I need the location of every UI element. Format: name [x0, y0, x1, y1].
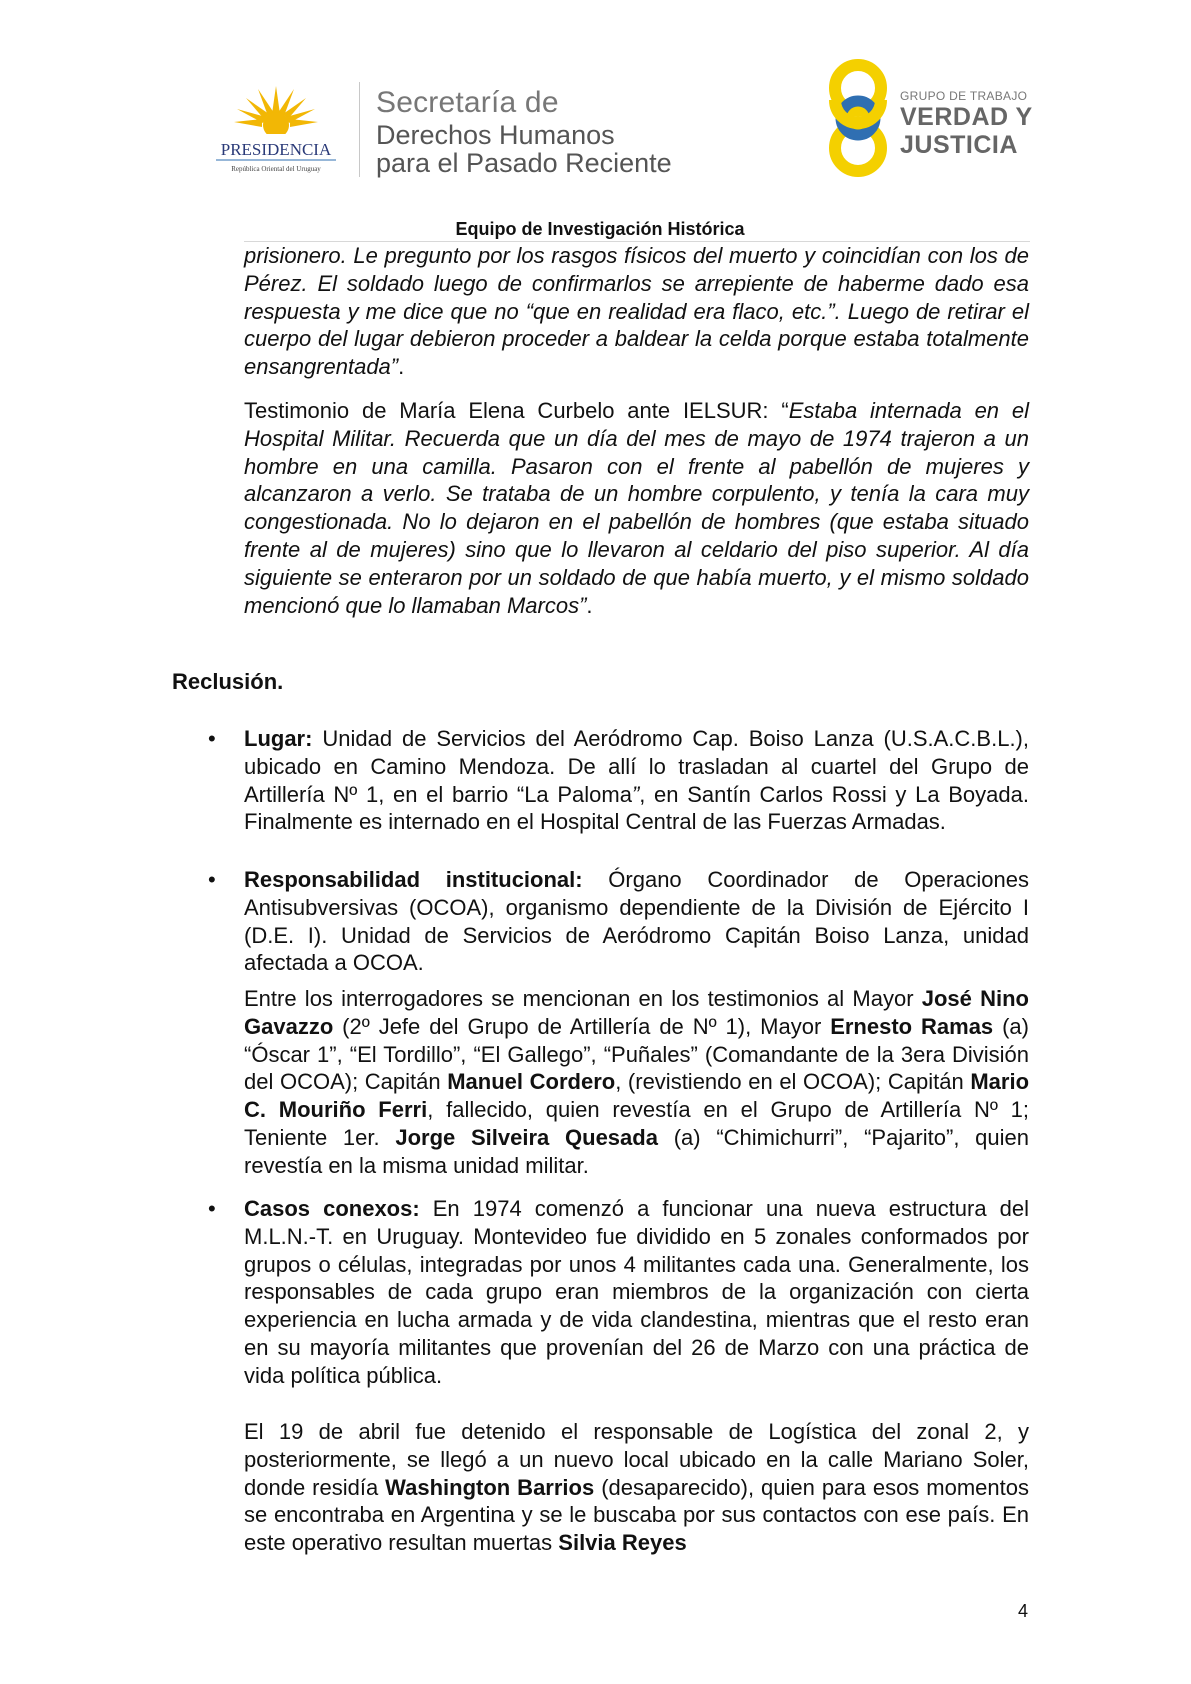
list-item-lugar	[244, 725, 1029, 836]
paragraph-19-abril	[244, 1418, 1029, 1557]
testimonio-lead: Testimonio de María Elena Curbelo ante IELSUR: “	[244, 398, 789, 423]
secretaria-line-2: Derechos Humanos	[376, 120, 615, 150]
paragraph-text: (desaparecido), quien para esos momentos se encontraba en Argentina y se le buscaba por sus contactos con ese país. En este operativo resultan muertas	[244, 1474, 1029, 1556]
casos-text: En 1974 comenzó a funcionar una nueva estructura del M.L.N.-T. en Uruguay. Montevideo fue dividido en 5 zonales conformados por grupos o células, integradas por unos 4 militantes cada una. Generalmente, los responsables de cada grupo eran miembros de la organización con cierta experiencia en lucha armada y de vida clandestina, mientras que el resto eran en su mayoría militantes que provenían del 26 de Marzo con una práctica de vida política pública.	[244, 1196, 1029, 1388]
casos-label: Casos conexos:	[244, 1196, 420, 1221]
person-name: Silvia Reyes	[558, 1530, 687, 1556]
lugar-label: Lugar:	[244, 726, 313, 751]
interrog-text: (a) “Óscar 1”, “El Tordillo”, “El Gallego”, “Puñales” (Comandante de la 3era División del OCOA); Capitán	[244, 1013, 1029, 1095]
gvj-title-line-2: JUSTICIA	[900, 131, 1018, 159]
lugar-quote-mark: ”	[631, 781, 640, 807]
section-heading-reclusion: Reclusión.	[172, 669, 284, 694]
bullet-icon: •	[208, 726, 216, 751]
secretaria-wordmark	[376, 88, 672, 177]
paragraph-quote-continuation	[244, 242, 1029, 381]
lugar-text-end: , en Santín Carlos Rossi y La Boyada. Finalmente es internado en el Hospital Central de las Fuerzas Armadas.	[244, 781, 1029, 835]
secretaria-line-1: Secretaría de	[376, 86, 559, 119]
header-divider	[359, 82, 360, 177]
person-name: Jorge Silveira Quesada	[395, 1124, 658, 1150]
person-name: Ernesto Ramas	[830, 1013, 994, 1039]
list-item-casos-conexos	[244, 1195, 1029, 1390]
person-name: Manuel Cordero	[447, 1069, 616, 1095]
person-name: José Nino Gavazzo	[244, 986, 1029, 1039]
presidencia-wordmark: PRESIDENCIA	[220, 140, 332, 159]
gvj-title-line-1: VERDAD Y	[900, 103, 1033, 131]
paragraph-text: El 19 de abril fue detenido el responsable de Logística del zonal 2, y posteriormente, se llegó a un nuevo local ubicado en la calle Mariano Soler, donde residía	[244, 1419, 1029, 1500]
interrog-text: , (revistiendo en el OCOA); Capitán	[615, 1069, 971, 1095]
paragraph-testimonio-curbelo	[244, 397, 1029, 619]
person-name: Mario C. Mouriño Ferri	[244, 1069, 1030, 1123]
paragraph-interrogadores	[244, 985, 1029, 1180]
list-item-responsabilidad	[244, 866, 1029, 977]
gvj-small-caption: GRUPO DE TRABAJO	[900, 89, 1028, 103]
presidencia-sun-logo	[196, 78, 356, 178]
interrog-text: Entre los interrogadores se mencionan en los testimonios al Mayor	[244, 986, 922, 1011]
period: .	[586, 592, 593, 618]
responsabilidad-label: Responsabilidad institucional:	[244, 867, 583, 892]
responsabilidad-text: Órgano Coordinador de Operaciones Antisubversivas (OCOA), organismo dependiente de la División de Ejército I (D.E. I). Unidad de Servicios de Aeródromo Capitán Boiso Lanza, unidad afectada a OCOA.	[244, 867, 1029, 976]
page-number: 4	[1018, 1601, 1029, 1621]
interrog-text: , fallecido, quien revestía en el Grupo de Artillería Nº 1; Teniente 1er.	[244, 1097, 1030, 1150]
period: .	[398, 354, 405, 380]
interrog-text: (a) “Chimichurri”, “Pajarito”, quien revestía en la misma unidad militar.	[244, 1124, 1030, 1178]
testimonio-quote: Estaba internada en el Hospital Militar. Recuerda que un día del mes de mayo de 1974 trajeron a un hombre en una camilla. Pasaron con el frente al pabellón de mujeres y alcanzaron a verlo. Se trataba de un hombre corpulento, y tenía la cara muy congestionada. No lo dejaron en el pabellón de hombres (que estaba situado frente al de mujeres) sino que lo llevaron al celdario del piso superior. Al día siguiente se enteraron por un soldado de que había muerto, y el mismo soldado mencionó que lo llamaban Marcos”	[244, 398, 1029, 618]
verdad-justicia-rings-icon	[818, 58, 898, 178]
quote-text: prisionero. Le pregunto por los rasgos físicos del muerto y coincidían con los de Pérez. El soldado luego de confirmarlos se arrepiente de haberme dado esa respuesta y me dice que no “que en realidad era flaco, etc.”. Luego de retirar el cuerpo del lugar debieron proceder a baldear la celda porque estaba totalmente ensangrentada”	[244, 243, 1029, 380]
bullet-icon: •	[208, 1196, 216, 1221]
interrog-text: (2º Jefe del Grupo de Artillería de Nº 1), Mayor	[333, 1013, 831, 1039]
header-title: Equipo de Investigación Histórica	[455, 219, 745, 239]
page-header	[0, 0, 1191, 250]
secretaria-line-3: para el Pasado Reciente	[376, 148, 672, 178]
presidencia-subtitle: República Oriental del Uruguay	[231, 165, 321, 173]
verdad-justicia-wordmark	[900, 90, 1033, 158]
person-name: Washington Barrios	[385, 1474, 595, 1500]
bullet-icon: •	[208, 867, 216, 892]
lugar-text: Unidad de Servicios del Aeródromo Cap. Boiso Lanza (U.S.A.C.B.L.), ubicado en Camino Mendoza. De allí lo trasladan al cuartel del Grupo de Artillería Nº 1, en el barrio “La Paloma	[244, 726, 1029, 807]
